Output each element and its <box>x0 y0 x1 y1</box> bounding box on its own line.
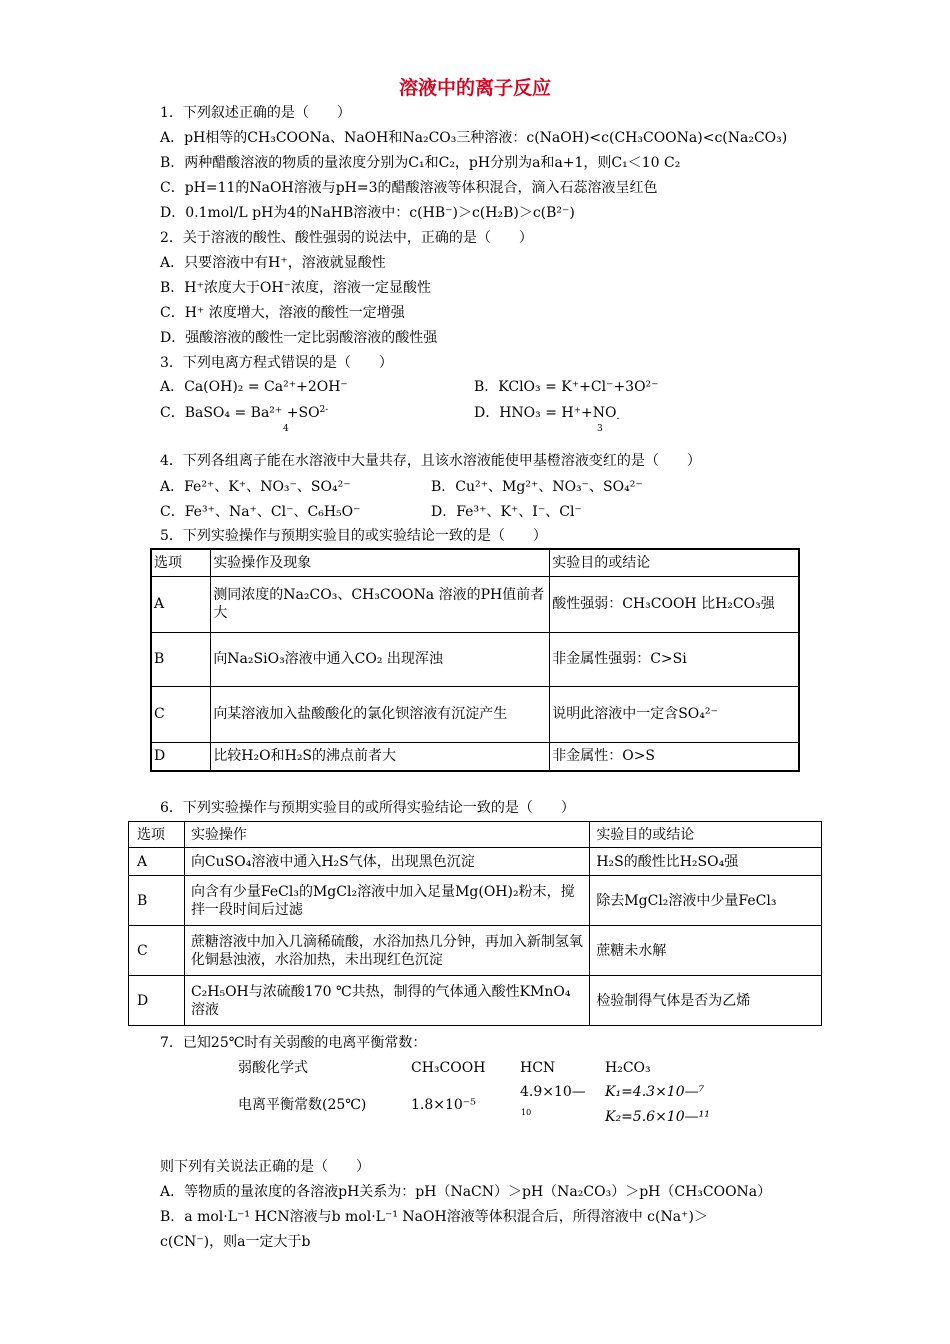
table-row <box>151 686 799 742</box>
q7-k1-h2co3: K₁=4.3×10—⁷ <box>605 1084 705 1100</box>
q6-row-a-option: A <box>129 848 185 876</box>
q6-row-c-option: C <box>129 926 185 976</box>
q7-k-hcn: 4.9×10— <box>520 1084 586 1100</box>
q1-option-d: D．0.1mol/L pH为4的NaHB溶液中：c(HB⁻)＞c(H₂B)＞c(B²⁻) <box>160 205 575 221</box>
q6-row-d-conclusion: 检验制得气体是否为乙烯 <box>590 976 822 1026</box>
table-row <box>129 926 822 976</box>
q3-option-d-sub: 3 <box>597 424 603 434</box>
q3-option-c-text: C．BaSO₄ = Ba²⁺ +SO <box>160 405 320 421</box>
q5-stem: 5．下列实验操作与预期实验目的或实验结论一致的是（ ） <box>160 528 547 544</box>
q3-option-c <box>160 404 328 424</box>
q5-table-header <box>151 549 799 576</box>
q6-table-header <box>129 822 822 848</box>
q7-row1-label: 弱酸化学式 <box>238 1060 308 1076</box>
q6-row-d-operation: C₂H₅OH与浓硫酸170 ℃共热，制得的气体通入酸性KMnO₄溶液 <box>184 976 589 1026</box>
page-title: 溶液中的离子反应 <box>398 77 551 99</box>
q6-row-a-conclusion: H₂S的酸性比H₂SO₄强 <box>590 848 822 876</box>
q7-k2-h2co3: K₂=5.6×10—¹¹ <box>605 1109 710 1125</box>
q2-option-a: A．只要溶液中有H⁺，溶液就显酸性 <box>160 255 386 271</box>
q5-row-d-conclusion: 非金属性：O>S <box>550 742 799 771</box>
q7-acid-h2co3: H₂CO₃ <box>605 1060 651 1076</box>
q2-option-d: D．强酸溶液的酸性一定比弱酸溶液的酸性强 <box>160 330 438 346</box>
q3-option-c-sub: 4 <box>283 424 289 434</box>
q3-option-c-sup: 2- <box>319 405 329 415</box>
q6-row-c-operation: 蔗糖溶液中加入几滴稀硫酸，水浴加热几分钟，再加入新制氢氧化铜悬浊液，水浴加热，未出现红色沉淀 <box>184 926 589 976</box>
q5-row-d-option: D <box>151 742 211 771</box>
q3-option-d-text: D．HNO₃ = H⁺+NO <box>474 405 617 421</box>
q5-row-b-option: B <box>151 632 211 686</box>
q7-k-ch3cooh: 1.8×10⁻⁵ <box>411 1097 476 1113</box>
q3-option-a: A．Ca(OH)₂ = Ca²⁺+2OH⁻ <box>160 379 348 395</box>
q5-table <box>150 548 800 772</box>
q7-acid-hcn: HCN <box>520 1060 556 1076</box>
q7-acid-ch3cooh: CH₃COOH <box>411 1060 486 1076</box>
q5-row-a-conclusion: 酸性强弱：CH₃COOH 比H₂CO₃强 <box>550 576 799 632</box>
q1-option-a: A．pH相等的CH₃COONa、NaOH和Na₂CO₃三种溶液：c(NaOH)<c(CH₃COONa)<c(Na₂CO₃) <box>160 130 788 146</box>
q6-row-c-conclusion: 蔗糖未水解 <box>590 926 822 976</box>
q7-option-b-line1: B．a mol·L⁻¹ HCN溶液与b mol·L⁻¹ NaOH溶液等体积混合后，所得溶液中 c(Na⁺)＞ <box>160 1209 708 1225</box>
table-row <box>129 848 822 876</box>
table-row <box>151 576 799 632</box>
q5-header-operation: 实验操作及现象 <box>211 549 550 576</box>
q7-option-a: A．等物质的量浓度的各溶液pH关系为：pH（NaCN）＞pH（Na₂CO₃）＞pH（CH₃COONa） <box>160 1184 772 1200</box>
q4-option-a: A．Fe²⁺、K⁺、NO₃⁻、SO₄²⁻ <box>160 479 351 495</box>
table-row <box>129 976 822 1026</box>
q6-header-option: 选项 <box>129 822 185 848</box>
q2-stem: 2．关于溶液的酸性、酸性强弱的说法中，正确的是（ ） <box>160 230 533 246</box>
q6-row-d-option: D <box>129 976 185 1026</box>
q5-header-option: 选项 <box>151 549 211 576</box>
q5-row-a-option: A <box>151 576 211 632</box>
q7-option-b-line2: c(CN⁻)，则a一定大于b <box>160 1234 311 1250</box>
table-row <box>129 876 822 926</box>
q6-row-b-conclusion: 除去MgCl₂溶液中少量FeCl₃ <box>590 876 822 926</box>
q1-stem: 1．下列叙述正确的是（ ） <box>160 105 351 121</box>
q2-option-b: B．H⁺浓度大于OH⁻浓度，溶液一定显酸性 <box>160 280 431 296</box>
q4-option-d: D．Fe³⁺、K⁺、I⁻、Cl⁻ <box>431 504 582 520</box>
q6-row-b-option: B <box>129 876 185 926</box>
table-row <box>151 742 799 771</box>
q6-table <box>128 821 822 1026</box>
q5-row-b-conclusion: 非金属性强弱：C>Si <box>550 632 799 686</box>
q6-header-conclusion: 实验目的或结论 <box>590 822 822 848</box>
q6-row-a-operation: 向CuSO₄溶液中通入H₂S气体，出现黑色沉淀 <box>184 848 589 876</box>
table-row <box>151 632 799 686</box>
q7-row2-label: 电离平衡常数(25℃) <box>238 1097 367 1113</box>
q4-stem: 4．下列各组离子能在水溶液中大量共存，且该水溶液能使甲基橙溶液变红的是（ ） <box>160 453 701 469</box>
q5-row-c-operation: 向某溶液加入盐酸酸化的氯化钡溶液有沉淀产生 <box>211 686 550 742</box>
q1-option-b: B．两种醋酸溶液的物质的量浓度分别为C₁和C₂，pH分别为a和a+1，则C₁＜10 C₂ <box>160 155 681 171</box>
q4-option-b: B．Cu²⁺、Mg²⁺、NO₃⁻、SO₄²⁻ <box>431 479 643 495</box>
q5-row-a-operation: 测同浓度的Na₂CO₃、CH₃COONa 溶液的PH值前者大 <box>211 576 550 632</box>
q7-then: 则下列有关说法正确的是（ ） <box>160 1159 370 1175</box>
q3-option-d-sup: - <box>616 414 620 424</box>
q7-k-hcn-exp: 10 <box>521 1108 532 1117</box>
q1-option-c: C．pH=11的NaOH溶液与pH=3的醋酸溶液等体积混合，滴入石蕊溶液呈红色 <box>160 180 658 196</box>
q2-option-c: C．H⁺ 浓度增大，溶液的酸性一定增强 <box>160 305 405 321</box>
q6-stem: 6．下列实验操作与预期实验目的或所得实验结论一致的是（ ） <box>160 800 575 816</box>
q5-row-d-operation: 比较H₂O和H₂S的沸点前者大 <box>211 742 550 771</box>
q3-stem: 3．下列电离方程式错误的是（ ） <box>160 355 393 371</box>
q3-option-b: B．KClO₃ = K⁺+Cl⁻+3O²⁻ <box>474 379 659 395</box>
q6-header-operation: 实验操作 <box>184 822 589 848</box>
q6-row-b-operation: 向含有少量FeCl₃的MgCl₂溶液中加入足量Mg(OH)₂粉末，搅拌一段时间后过滤 <box>184 876 589 926</box>
q5-row-c-option: C <box>151 686 211 742</box>
q4-option-c: C．Fe³⁺、Na⁺、Cl⁻、C₆H₅O⁻ <box>160 504 361 520</box>
q5-header-conclusion: 实验目的或结论 <box>550 549 799 576</box>
q5-row-b-operation: 向Na₂SiO₃溶液中通入CO₂ 出现浑浊 <box>211 632 550 686</box>
q7-stem: 7．已知25℃时有关弱酸的电离平衡常数： <box>160 1035 427 1051</box>
q5-row-c-conclusion: 说明此溶液中一定含SO₄²⁻ <box>550 686 799 742</box>
